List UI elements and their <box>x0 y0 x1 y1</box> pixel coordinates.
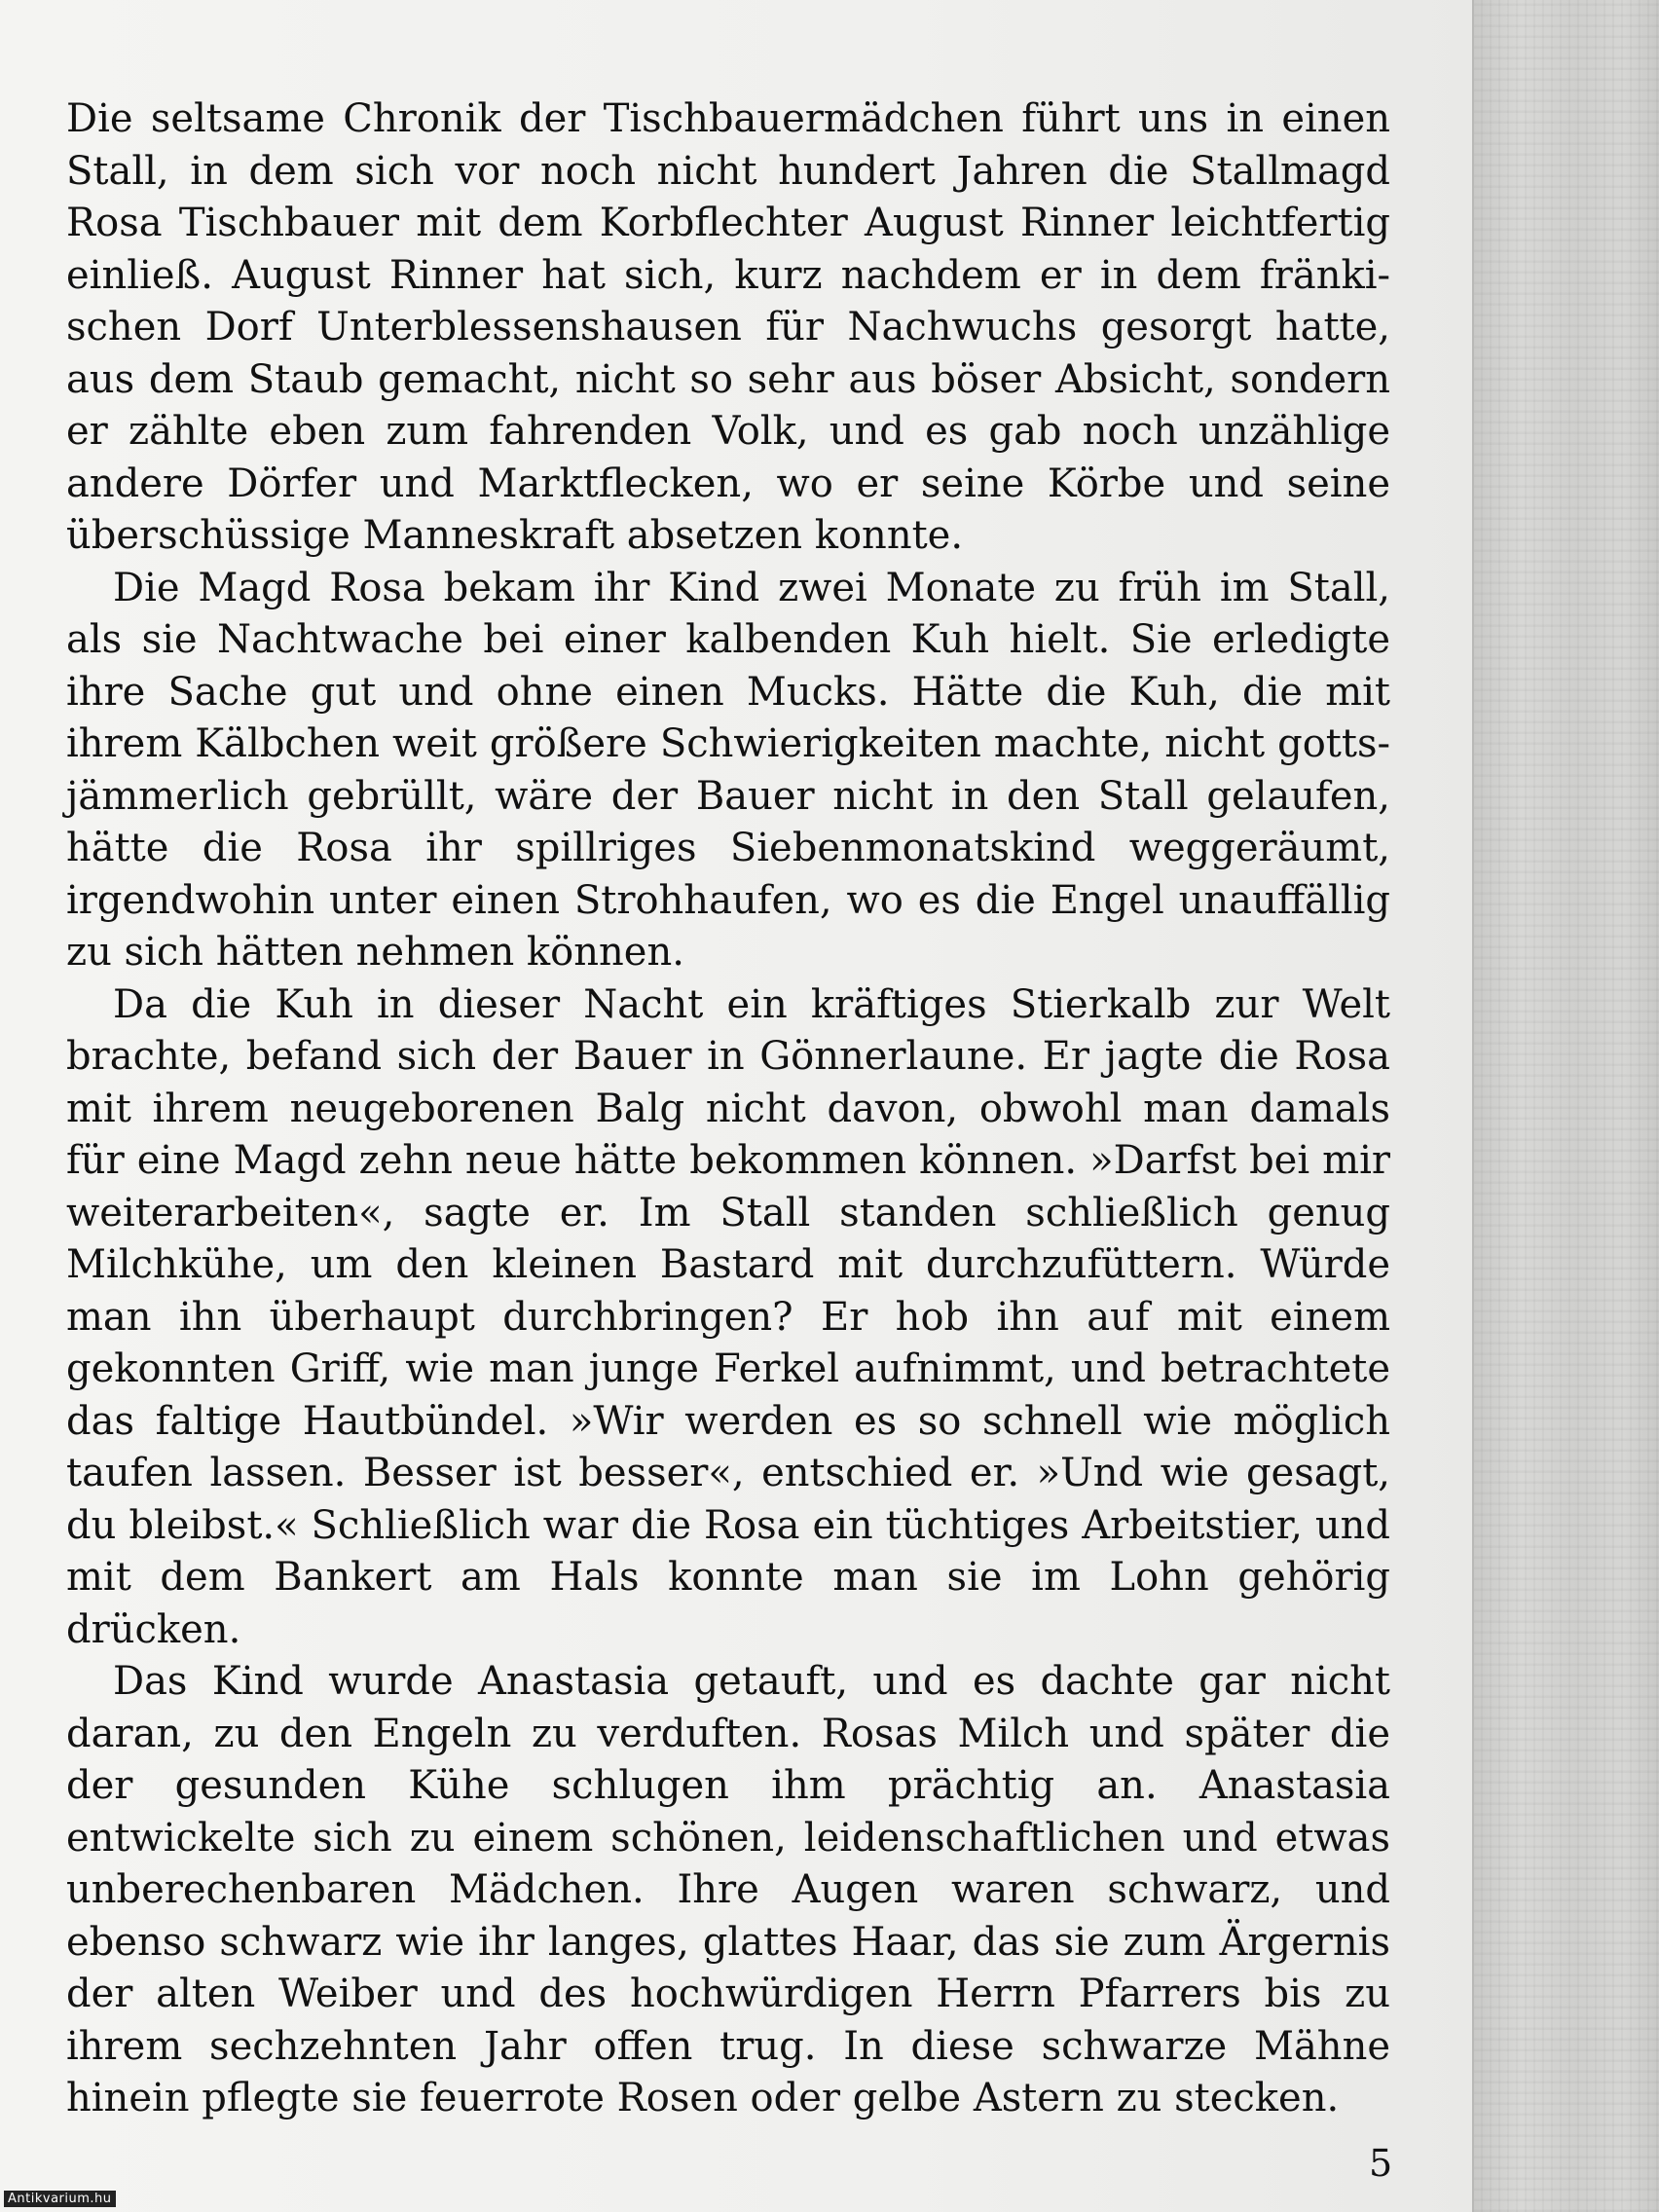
page-number: 5 <box>1369 2142 1393 2185</box>
paragraph-4: Das Kind wurde Anastasia getauft, und es dachte gar nicht daran, zu den Engeln zu verduften. Rosas Milch und später die der gesunden Kühe schlugen ihm prächtig an. Anastasia entwickelte sich zu einem schönen, leidenschaftlichen und etwas unberechenbaren Mädchen. Ihre Augen waren schwarz, und ebenso schwarz wie ihr langes, glattes Haar, das sie zum Ärgernis der alten Weiber und des hochwürdigen Herrn Pfarrers bis zu ihrem sechzehnten Jahr offen trug. In diese schwarze Mähne hinein pflegte sie feuerrote Rosen oder gelbe Astern zu stecken. <box>66 1659 1390 2120</box>
watermark-label: Antikvarium.hu <box>4 2191 116 2207</box>
paragraph-3: Da die Kuh in dieser Nacht ein kräftiges Stierkalb zur Welt brachte, befand sich der Bauer in Gönnerlaune. Er jagte die Rosa mit ihrem neugeborenen Balg nicht davon, obwohl man damals für eine Magd zehn neue hätte bekommen können. »Darfst bei mir weiterarbeiten«, sagte er. Im Stall standen schließlich genug Milchkühe, um den kleinen Bastard mit durchzufüttern. Würde man ihn überhaupt durchbringen? Er hob ihn auf mit einem gekonnten Griff, wie man junge Ferkel aufnimmt, und betrachtete das faltige Hautbündel. »Wir werden es so schnell wie möglich taufen lassen. Besser ist besser«, entschied er. »Und wie gesagt, du bleibst.« Schließlich war die Rosa ein tüchtiges Arbeitstier, und mit dem Bankert am Hals konnte man sie im Lohn gehörig drücken. <box>66 981 1390 1652</box>
paragraph-2: Die Magd Rosa bekam ihr Kind zwei Monate zu früh im Stall, als sie Nachtwache bei einer kalbenden Kuh hielt. Sie erledigte ihre Sache gut und ohne einen Mucks. Hätte die Kuh, die mit ihrem Kälbchen weit größere Schwierigkeiten machte, nicht gottsjämmerlich gebrüllt, wäre der Bauer nicht in den Stall gelaufen, hätte die Rosa ihr spillriges Siebenmonatskind weggeräumt, irgendwohin unter einen Strohhaufen, wo es die Engel unauffällig zu sich hätten nehmen können. <box>66 565 1390 975</box>
body-text <box>66 93 1390 2125</box>
paragraph-1: Die seltsame Chronik der Tischbauermädchen führt uns in einen Stall, in dem sich vor noch nicht hundert Jahren die Stallmagd Rosa Tischbauer mit dem Korbflechter August Rinner leichtfertig einließ. August Rinner hat sich, kurz nachdem er in dem fränkischen Dorf Unterblessenshausen für Nachwuchs gesorgt hatte, aus dem Staub gemacht, nicht so sehr aus böser Absicht, sondern er zählte eben zum fahrenden Volk, und es gab noch unzählige andere Dörfer und Marktflecken, wo er seine Körbe und seine überschüssige Manneskraft absetzen konnte. <box>66 96 1390 558</box>
page-edge-stack <box>1472 0 1659 2212</box>
